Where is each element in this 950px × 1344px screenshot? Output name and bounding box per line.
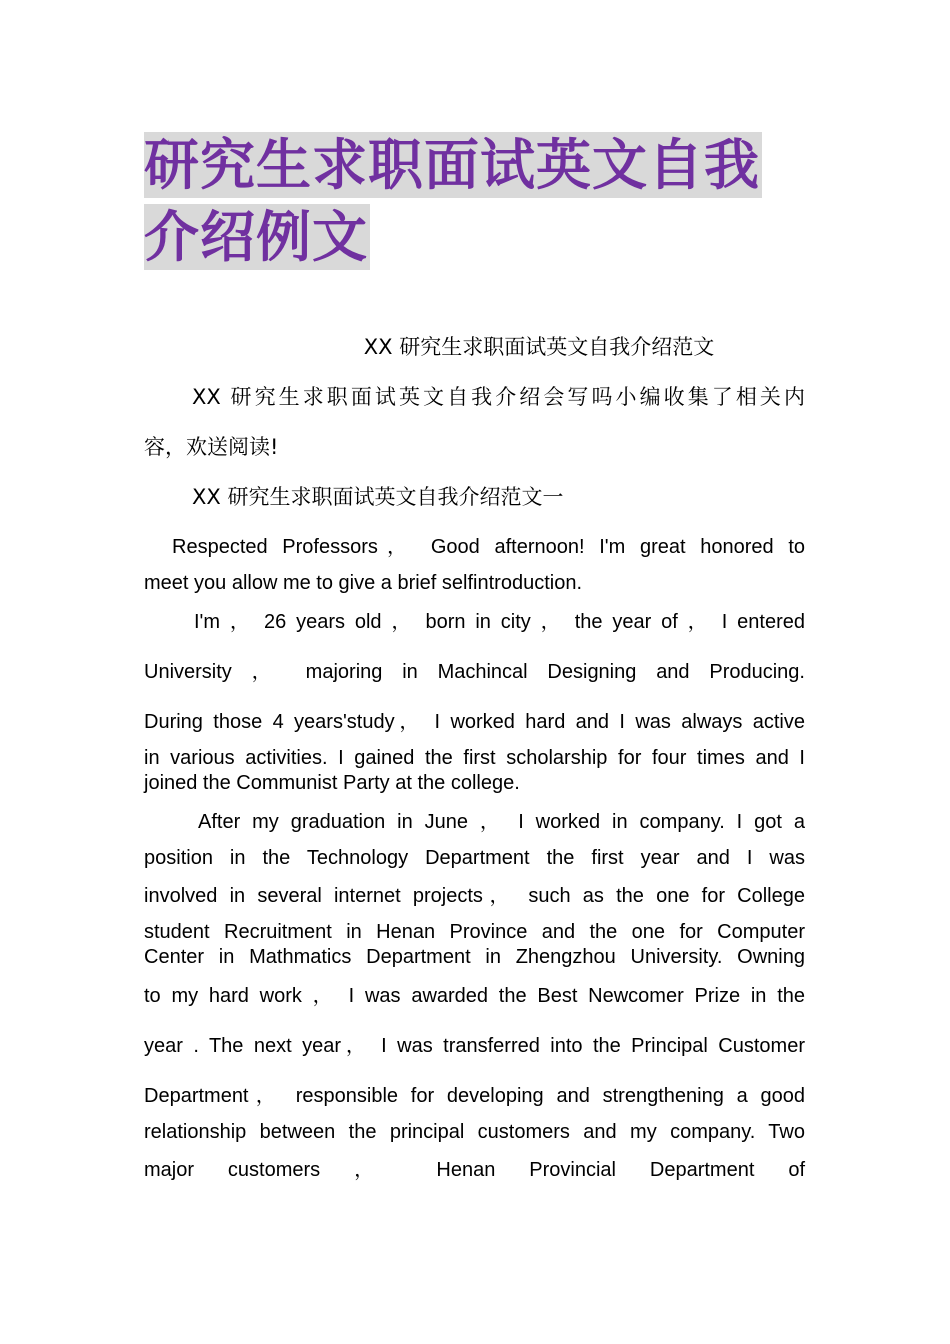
body-line: relationship between the principal customers and my company. Two — [144, 1121, 805, 1143]
title-line-2: 介绍例文 — [144, 205, 369, 269]
body-line: After my graduation in June ， I worked in company. I got a — [198, 811, 805, 833]
body-line: During those 4 years'study， I worked hard and I was always active — [144, 711, 805, 733]
body-line: major customers ， Henan Provincial Department of — [144, 1159, 805, 1181]
body-line: position in the Technology Department the first year and I was — [144, 847, 805, 869]
body-line: Department， responsible for developing and strengthening a good — [144, 1085, 805, 1107]
document-title — [144, 132, 814, 270]
body-line: in various activities. I gained the first scholarship for four times and I — [144, 747, 805, 769]
body-line: Center in Mathmatics Department in Zhengzhou University. Owning — [144, 946, 805, 968]
body-line: meet you allow me to give a brief selfintroduction. — [144, 572, 582, 594]
body-line: student Recruitment in Henan Province and the one for Computer — [144, 921, 805, 943]
title-line-1: 研究生求职面试英文自我 — [144, 133, 761, 197]
body-line: University ， majoring in Machincal Designing and Producing. — [144, 661, 805, 683]
intro-line-1: XX 研究生求职面试英文自我介绍会写吗小编收集了相关内 — [192, 385, 805, 409]
body-line: Respected Professors， Good afternoon! I'm great honored to — [172, 536, 805, 558]
intro-line-2: 容，欢送阅读! — [144, 435, 279, 459]
body-line: I'm ， 26 years old ， born in city ， the year of ， I entered — [194, 611, 805, 633]
body-line: involved in several internet projects， such as the one for College — [144, 885, 805, 907]
section-heading: XX 研究生求职面试英文自我介绍范文一 — [192, 485, 564, 509]
subtitle: XX 研究生求职面试英文自我介绍范文 — [363, 335, 715, 359]
body-line: to my hard work ， I was awarded the Best Newcomer Prize in the — [144, 985, 805, 1007]
body-line: year . The next year， I was transferred into the Principal Customer — [144, 1035, 805, 1057]
body-line: joined the Communist Party at the college. — [144, 772, 520, 794]
